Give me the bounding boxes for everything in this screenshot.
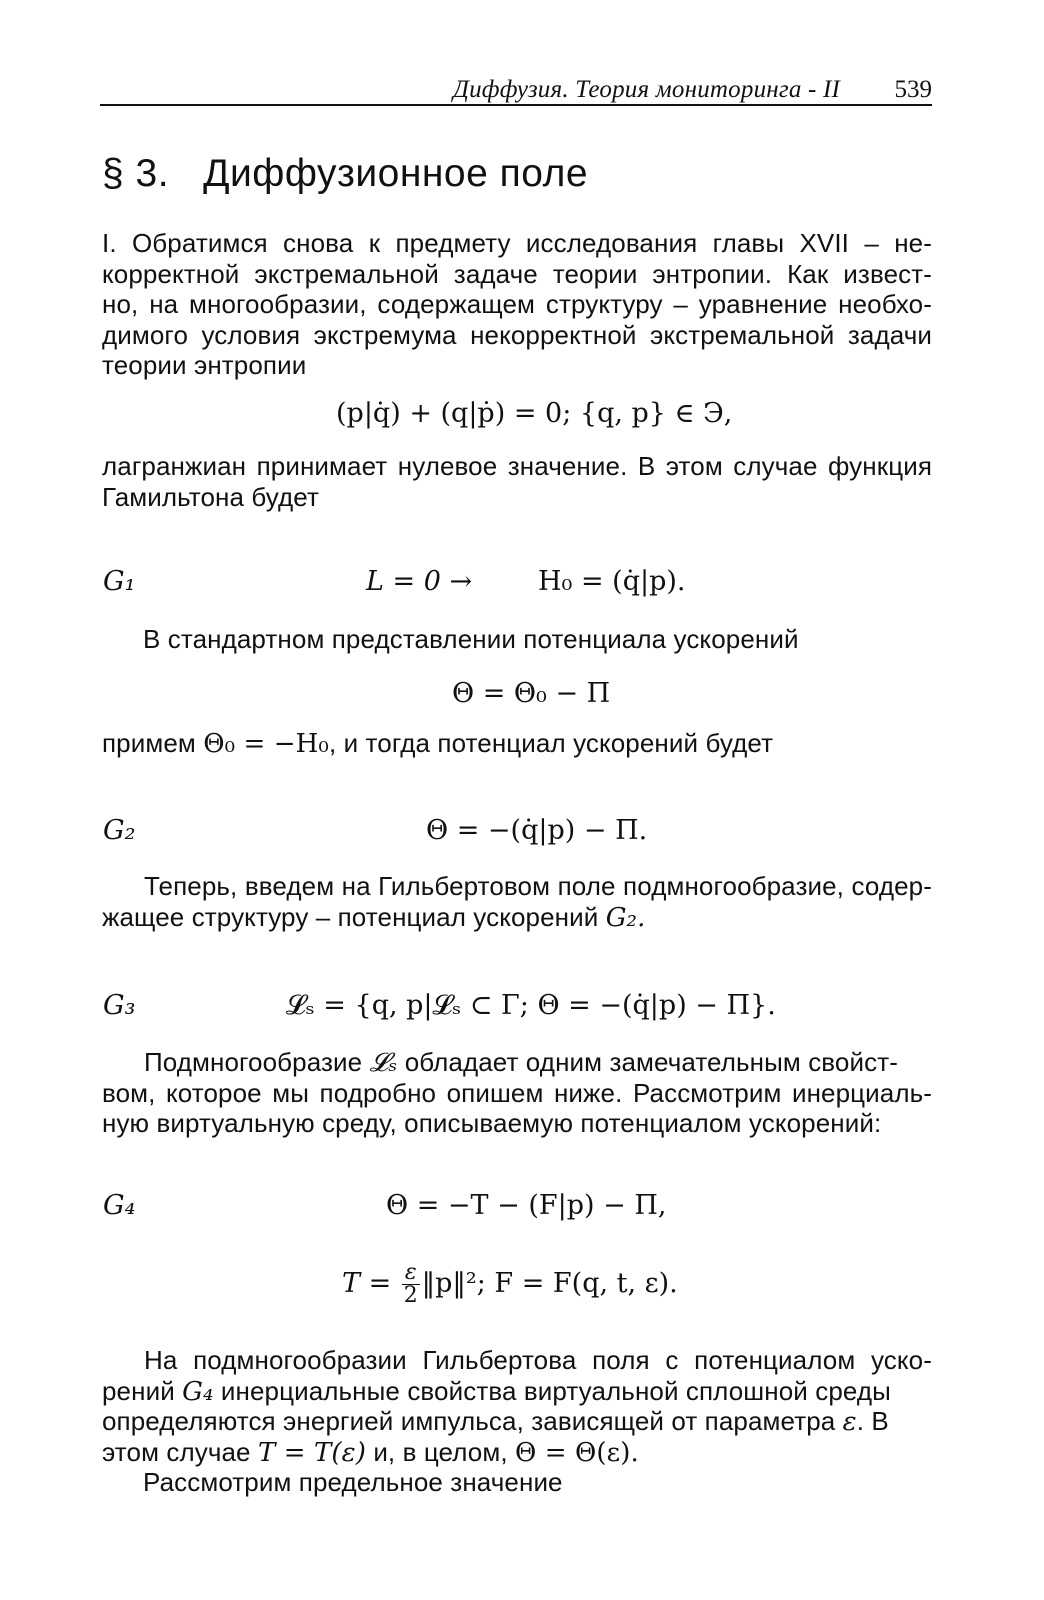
math-g2-ref: G₂. bbox=[605, 902, 646, 933]
running-header bbox=[100, 72, 932, 106]
equation-label-g1: G₁ bbox=[103, 566, 136, 597]
text-line: теории энтропии bbox=[102, 350, 307, 380]
text-line bbox=[102, 1406, 932, 1437]
text-line: но, на многообразии, содержащем структуру – уравнение необхо- bbox=[102, 289, 932, 319]
text-line: вом, которое мы подробно опишем ниже. Рассмотрим инерциаль- bbox=[102, 1077, 932, 1108]
paragraph-property bbox=[102, 1047, 932, 1139]
section-heading bbox=[102, 152, 588, 196]
math-eps: ε bbox=[842, 1407, 857, 1437]
text-fragment: этом случае bbox=[102, 1436, 251, 1467]
math-t-right: ‖p‖²; F = F(q, t, ε). bbox=[421, 1268, 678, 1299]
math-g4-ref: G₄ bbox=[182, 1376, 214, 1407]
text-line: ную виртуальную среду, описываемую потенциалом ускорений: bbox=[102, 1108, 882, 1138]
text-fragment: и, в целом, bbox=[373, 1436, 508, 1467]
text-fragment: жащее структуру – потенциал ускорений bbox=[102, 901, 599, 932]
text-line bbox=[102, 728, 932, 759]
text-fragment: примем bbox=[102, 728, 196, 758]
text-line bbox=[102, 1376, 932, 1407]
paragraph-limit bbox=[143, 1467, 933, 1498]
paragraph-standard bbox=[143, 624, 933, 655]
text-line: лагранжиан принимает нулевое значение. В этом случае функция bbox=[102, 451, 932, 481]
section-title: Диффузионное поле bbox=[203, 152, 589, 195]
text-line: Гамильтона будет bbox=[102, 481, 320, 512]
fraction-eps-over-two bbox=[402, 1262, 420, 1307]
paragraph-intro bbox=[102, 228, 932, 381]
text-fragment: определяются энергией импульса, зависящей от параметра bbox=[102, 1406, 836, 1436]
equation-g3: 𝓛ₛ = {q, p|𝓛ₛ ⊂ Γ; Θ = −(q̇|p) − Π}. bbox=[286, 990, 776, 1021]
paragraph-lagrangian bbox=[102, 451, 932, 512]
text-fragment: рений bbox=[102, 1375, 175, 1406]
math-t-left: T = bbox=[342, 1268, 392, 1299]
math-theta-eps: Θ = Θ(ε). bbox=[514, 1437, 639, 1468]
text-fragment: , и тогда потенциал ускорений будет bbox=[328, 728, 774, 758]
equation-theta-def: Θ = Θ₀ − Π bbox=[452, 678, 611, 709]
math-ls: 𝓛ₛ bbox=[369, 1048, 398, 1078]
math-t-eps: T = T(ε) bbox=[257, 1437, 366, 1468]
text-line: В стандартном представлении потенциала ускорений bbox=[143, 624, 799, 654]
equation-label-g3: G₃ bbox=[103, 990, 136, 1021]
text-line: На подмногообразии Гильбертова поля с потенциалом уско- bbox=[144, 1345, 932, 1375]
text-line: димого условия экстремума некорректной экстремальной задачи bbox=[102, 319, 932, 350]
equation-g2: Θ = −(q̇|p) − Π. bbox=[426, 815, 648, 846]
text-line bbox=[102, 1437, 932, 1468]
math-theta0: Θ₀ = −H₀ bbox=[203, 729, 329, 759]
text-line bbox=[102, 1047, 932, 1078]
paragraph-inertial bbox=[102, 1345, 932, 1467]
equation-g1-right: H₀ = (q̇|p). bbox=[538, 566, 686, 597]
section-number: § 3. bbox=[102, 152, 170, 195]
text-fragment: обладает одним замечательным свойст- bbox=[404, 1047, 898, 1077]
fraction-denominator: 2 bbox=[403, 1283, 418, 1308]
running-title: Диффузия. Теория мониторинга - II bbox=[453, 76, 840, 103]
paragraph-submanifold bbox=[102, 871, 932, 932]
equation-label-g4: G₄ bbox=[103, 1190, 136, 1221]
equation-g1-left: L = 0 → bbox=[366, 566, 473, 597]
text-line bbox=[102, 902, 932, 933]
text-line: I. Обратимся снова к предмету исследования главы XVII – не- bbox=[102, 228, 932, 258]
page-number: 539 bbox=[894, 76, 932, 103]
text-fragment: инерциальные свойства виртуальной сплошной среды bbox=[220, 1375, 891, 1406]
equation-constraint: (p|q̇) + (q|ṗ) = 0; {q, p} ∈ Э, bbox=[336, 398, 733, 429]
text-line: Теперь, введем на Гильбертовом поле подмногообразие, содер- bbox=[144, 871, 932, 901]
text-line: корректной экстремальной задаче теории энтропии. Как извест- bbox=[102, 258, 932, 289]
header-rule bbox=[100, 104, 932, 106]
equation-kinetic-energy bbox=[342, 1262, 678, 1307]
fraction-numerator: ε bbox=[402, 1262, 420, 1285]
text-line: Рассмотрим предельное значение bbox=[143, 1467, 563, 1497]
paragraph-theta0 bbox=[102, 728, 932, 759]
equation-label-g2: G₂ bbox=[103, 815, 136, 846]
text-fragment: . В bbox=[856, 1406, 889, 1436]
equation-g4: Θ = −T − (F|p) − Π, bbox=[386, 1190, 667, 1221]
text-fragment: Подмногообразие bbox=[144, 1047, 363, 1077]
